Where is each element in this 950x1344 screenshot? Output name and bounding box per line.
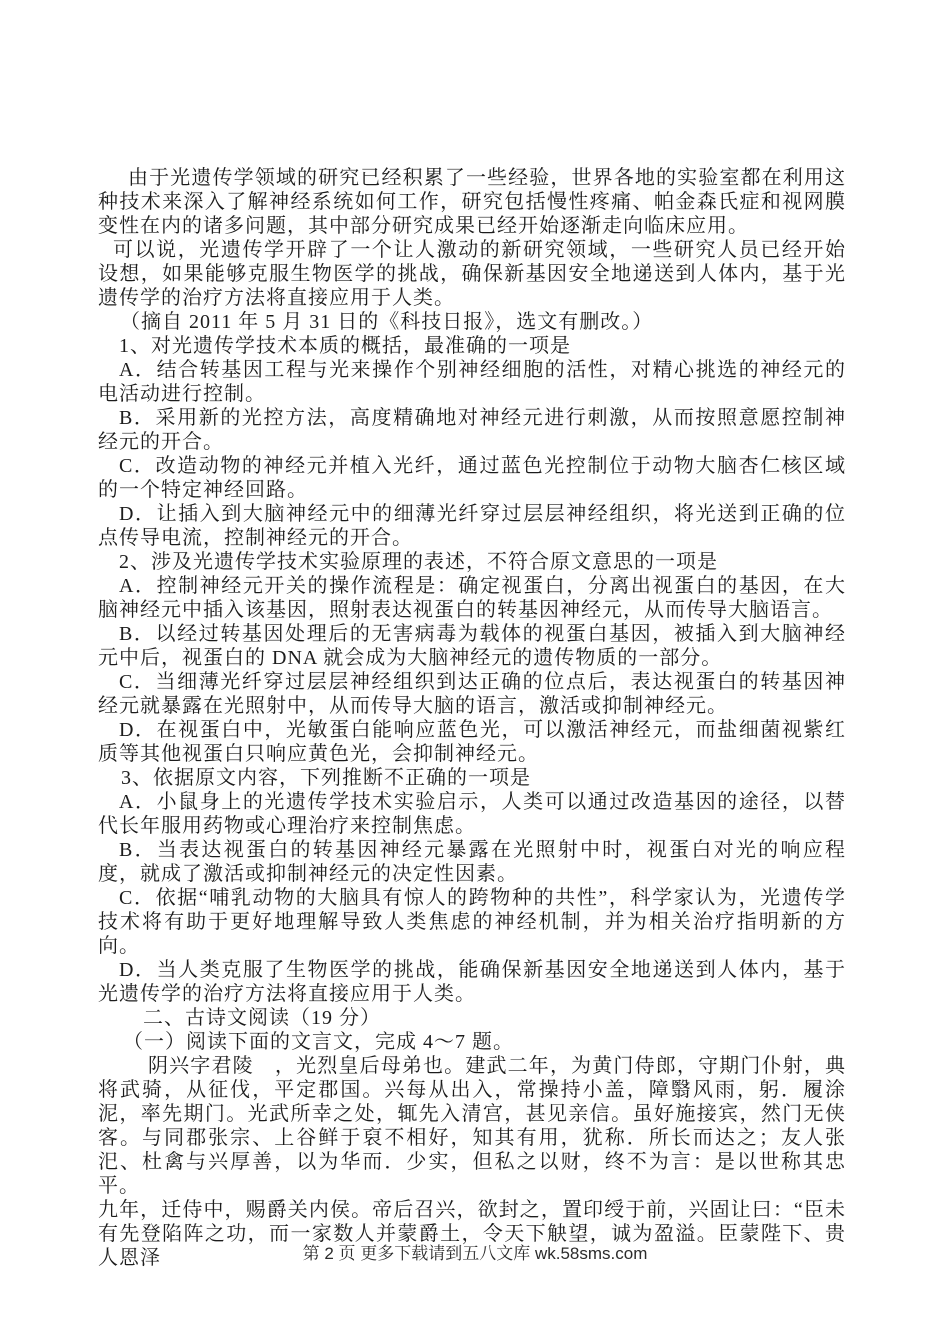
intro-paragraph-1: 由于光遗传学领域的研究已经积累了一些经验，世界各地的实验室都在利用这种技术来深入了解神经系统如何工作，研究包括慢性疼痛、帕金森氏症和视网膜变性在内的诸多问题，其中部分研究成果已经开始逐渐走向临床应用。 [98,167,846,237]
classical-passage-paragraph-2: 九年，迁侍中，赐爵关内侯。帝后召兴，欲封之，置印绶于前，兴固让曰：“臣未有先登陷阵之功，而一家数人并蒙爵土，令天下觖望，诚为盈溢。臣蒙陛下、贵人恩泽 [98,1199,846,1269]
section-2-heading: 二、古诗文阅读（19 分） [143,1007,381,1029]
question-1-option-a: A．结合转基因工程与光来操作个别神经细胞的活性，对精心挑选的神经元的电活动进行控制。 [98,359,846,405]
question-3: 3、依据原文内容，下列推断不正确的一项是 [121,767,531,789]
question-3-option-d: D．当人类克服了生物医学的挑战，能确保新基因安全地递送到人体内，基于光遗传学的治疗方法将直接应用于人类。 [98,959,846,1005]
question-1-option-b: B．采用新的光控方法，高度精确地对神经元进行刺激，从而按照意愿控制神经元的开合。 [98,407,846,453]
question-1-option-d: D．让插入到大脑神经元中的细薄光纤穿过层层神经组织，将光送到正确的位点传导电流，控制神经元的开合。 [98,503,846,549]
question-2-option-a: A．控制神经元开关的操作流程是：确定视蛋白，分离出视蛋白的基因，在大脑神经元中插入该基因，照射表达视蛋白的转基因神经元，从而传导大脑语言。 [98,575,846,621]
question-3-option-a: A．小鼠身上的光遗传学技术实验启示，人类可以通过改造基因的途径，以替代长年服用药物或心理治疗来控制焦虑。 [98,791,846,837]
intro-paragraph-2: 可以说，光遗传学开辟了一个让人激动的新研究领域，一些研究人员已经开始设想，如果能够克服生物医学的挑战，确保新基因安全地递送到人体内，基于光遗传学的治疗方法将直接应用于人类。 [98,239,846,309]
page-footer [0,1242,950,1266]
passage-instruction: （一）阅读下面的文言文，完成 4～7 题。 [123,1031,514,1053]
document-body [98,166,846,1270]
question-3-option-c: C．依据“哺乳动物的大脑具有惊人的跨物种的共性”，科学家认为，光遗传学技术将有助于更好地理解导致人类焦虑的神经机制，并为相关治疗指明新的方向。 [98,887,846,957]
question-1-option-c: C．改造动物的神经元并植入光纤，通过蓝色光控制位于动物大脑杏仁核区域的一个特定神经回路。 [98,455,846,501]
question-2: 2、涉及光遗传学技术实验原理的表述，不符合原文意思的一项是 [119,551,718,573]
question-1: 1、对光遗传学技术本质的概括，最准确的一项是 [119,335,571,357]
question-2-option-b: B．以经过转基因处理后的无害病毒为载体的视蛋白基因，被插入到大脑神经元中后，视蛋白的 DNA 就会成为大脑神经元的遗传物质的一部分。 [98,623,846,669]
classical-passage-paragraph-1: 阴兴字君陵 ，光烈皇后母弟也。建武二年，为黄门侍郎，守期门仆射，典将武骑，从征伐，平定郡国。兴每从出入，常操持小盖，障翳风雨，躬．履涂泥，率先期门。光武所幸之处，辄先入清宫，甚见亲信。虽好施接宾，然门无侠客。与同郡张宗、上谷鲜于裒不相好，知其有用，犹称．所长而达之；友人张汜、杜禽与兴厚善，以为华而．少实，但私之以财，终不为言：是以世称其忠平。 [98,1055,846,1197]
question-2-option-c: C．当细薄光纤穿过层层神经组织到达正确的位点后，表达视蛋白的转基因神经元就暴露在光照射中，从而传导大脑的语言，激活或抑制神经元。 [98,671,846,717]
question-3-option-b: B．当表达视蛋白的转基因神经元暴露在光照射中时，视蛋白对光的响应程度，就成了激活或抑制神经元的决定性因素。 [98,839,846,885]
question-2-option-d: D．在视蛋白中，光敏蛋白能响应蓝色光，可以激活神经元，而盐细菌视紫红质等其他视蛋白只响应黄色光，会抑制神经元。 [98,719,846,765]
source-note: （摘自 2011 年 5 月 31 日的《科技日报》，选文有删改。） [120,311,654,333]
footer-text: 第 2 页 更多下载请到五八文库 wk.58sms.com [302,1244,648,1263]
